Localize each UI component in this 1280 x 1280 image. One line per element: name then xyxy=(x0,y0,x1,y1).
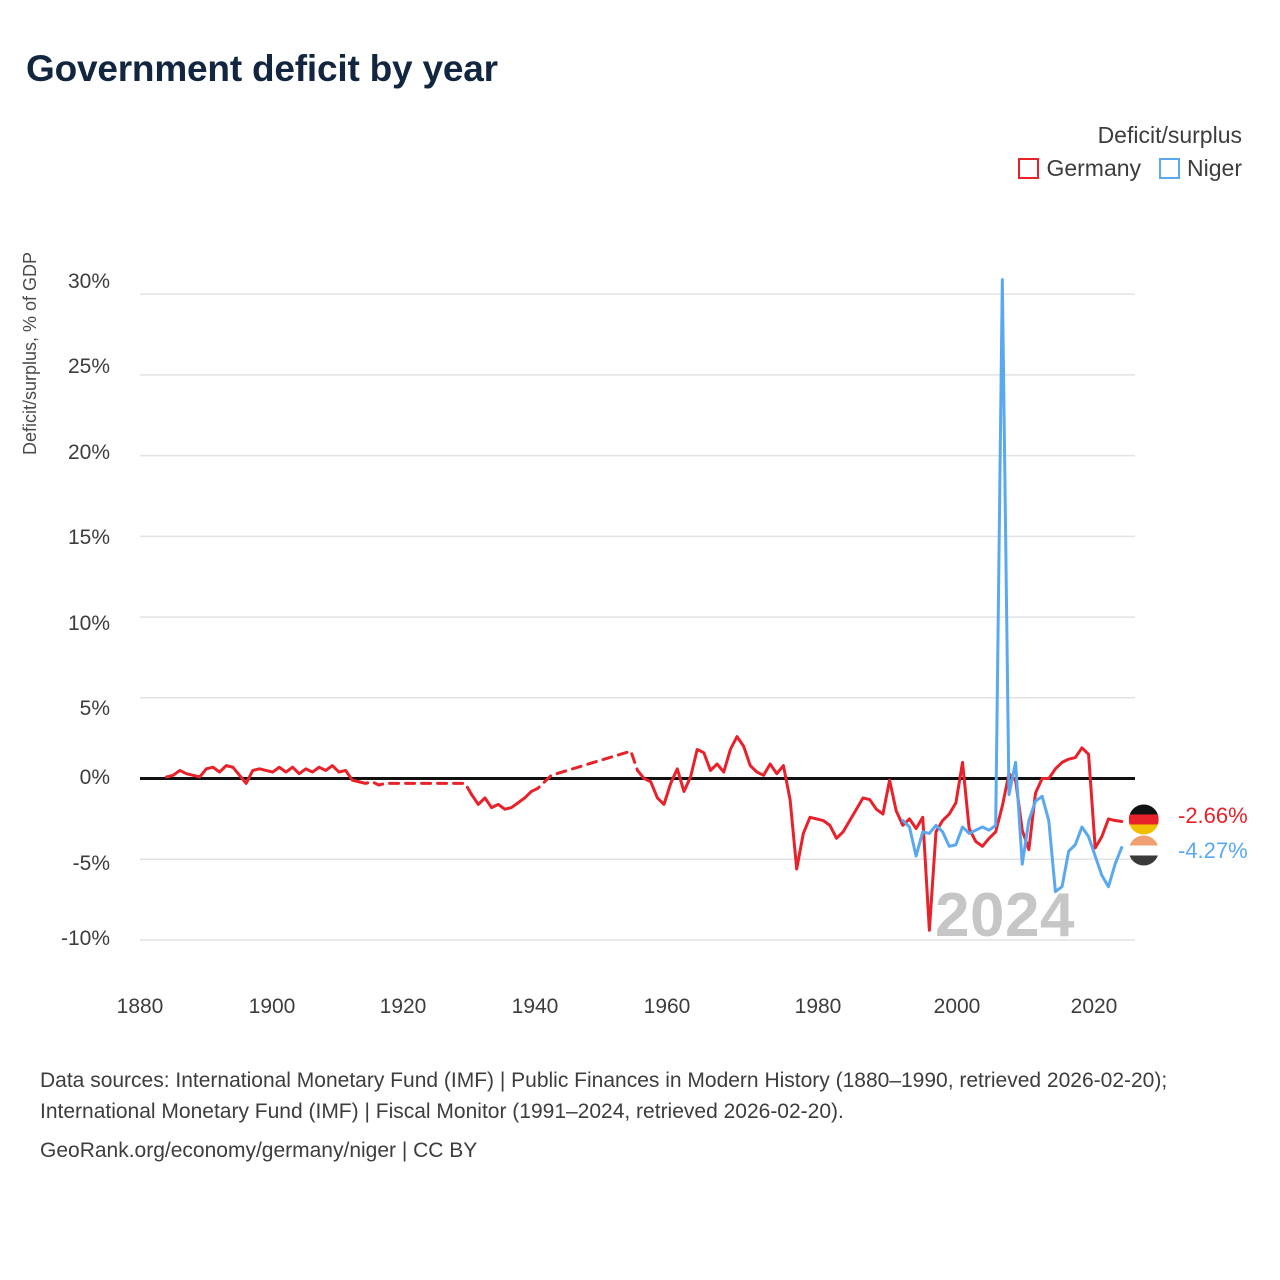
footer-credit: GeoRank.org/economy/germany/niger | CC BY xyxy=(40,1139,478,1162)
legend-title: Deficit/surplus xyxy=(1097,122,1242,148)
y-tick-30: 30% xyxy=(67,270,110,293)
x-tick-1920: 1920 xyxy=(379,995,427,1018)
legend-label-germany: Germany xyxy=(1046,155,1142,181)
x-tick-2000: 2000 xyxy=(933,995,981,1018)
footer xyxy=(40,1065,1250,1166)
y-tick-5: 5% xyxy=(79,697,110,720)
y-tick-neg5: -5% xyxy=(72,852,110,875)
footer-sources: Data sources: International Monetary Fund (IMF) | Public Finances in Modern History (1880–1990, retrieved 2026-02-20); International Monetary Fund (IMF) | Fiscal Monitor (1991–2024, retrieved 2026-02-20). xyxy=(40,1069,1168,1123)
x-tick-1980: 1980 xyxy=(794,995,842,1018)
x-tick-1900: 1900 xyxy=(248,995,296,1018)
x-tick-1880: 1880 xyxy=(116,995,164,1018)
page-title: Government deficit by year xyxy=(26,48,498,89)
y-tick-0: 0% xyxy=(79,766,110,789)
year-watermark: 2024 xyxy=(935,881,1075,950)
y-tick-15: 15% xyxy=(67,526,110,549)
x-tick-1940: 1940 xyxy=(511,995,559,1018)
y-tick-20: 20% xyxy=(67,441,110,464)
legend-label-niger: Niger xyxy=(1187,155,1242,181)
endpoint-label-germany: -2.66% xyxy=(1178,803,1248,828)
y-axis-label: Deficit/surplus, % of GDP xyxy=(20,251,40,455)
y-tick-neg10: -10% xyxy=(60,927,110,950)
y-tick-10: 10% xyxy=(67,612,110,635)
y-tick-25: 25% xyxy=(67,355,110,378)
endpoint-label-niger: -4.27% xyxy=(1178,838,1248,863)
x-tick-1960: 1960 xyxy=(643,995,691,1018)
x-tick-2020: 2020 xyxy=(1070,995,1118,1018)
